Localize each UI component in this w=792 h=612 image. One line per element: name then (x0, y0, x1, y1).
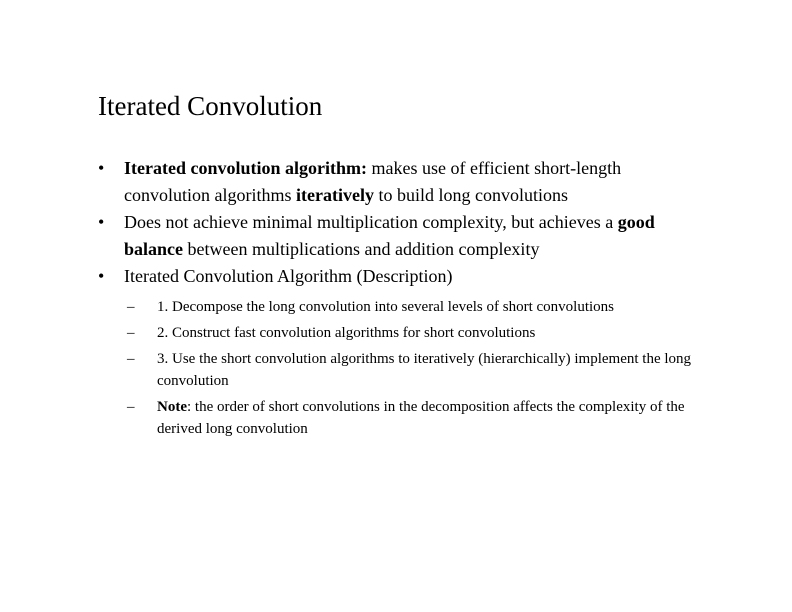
bullet-marker: • (98, 212, 105, 232)
sub-bullet-text: 1. Decompose the long convolution into several levels of short convolutions (157, 299, 615, 315)
sub-bullet-text: 2. Construct fast convolution algorithms for short convolutions (157, 325, 536, 341)
sub-bullet-item (98, 396, 698, 440)
sub-bullet-marker: – (127, 399, 135, 415)
sub-bullet-text: 3. Use the short convolution algorithms to iteratively (hierarchically) implement the long convolution (157, 351, 692, 389)
bullet-item (98, 263, 698, 290)
sub-bullet-list (98, 296, 698, 440)
bullet-marker: • (98, 158, 105, 178)
slide-title: Iterated Convolution (98, 91, 323, 121)
bullet-list (98, 155, 698, 444)
sub-bullet-item (98, 322, 698, 344)
bullet-text: to build long convolutions (373, 185, 568, 205)
bullet-item (98, 209, 698, 263)
bold-text: iteratively (295, 185, 374, 205)
bold-text: Note (157, 399, 187, 415)
sub-bullet-marker: – (127, 299, 135, 315)
bold-text: Iterated convolution algorithm: (124, 158, 367, 178)
sub-bullet-marker: – (127, 351, 135, 367)
sub-bullet-item (98, 296, 698, 318)
bullet-item (98, 155, 698, 209)
sub-bullet-text: : the order of short convolutions in the decomposition affects the complexity of the derived long convolution (157, 399, 685, 437)
sub-bullet-marker: – (127, 325, 135, 341)
bullet-text: between multiplications and addition complexity (183, 239, 540, 259)
bullet-text: Does not achieve minimal multiplication complexity, but achieves a (124, 212, 618, 232)
bullet-text: makes use of efficient short-length convolution algorithms (124, 158, 622, 205)
bullet-marker: • (98, 266, 105, 286)
bold-text: good balance (124, 212, 655, 259)
sub-bullet-item (98, 348, 698, 392)
bullet-text: Iterated Convolution Algorithm (Description) (124, 266, 453, 286)
